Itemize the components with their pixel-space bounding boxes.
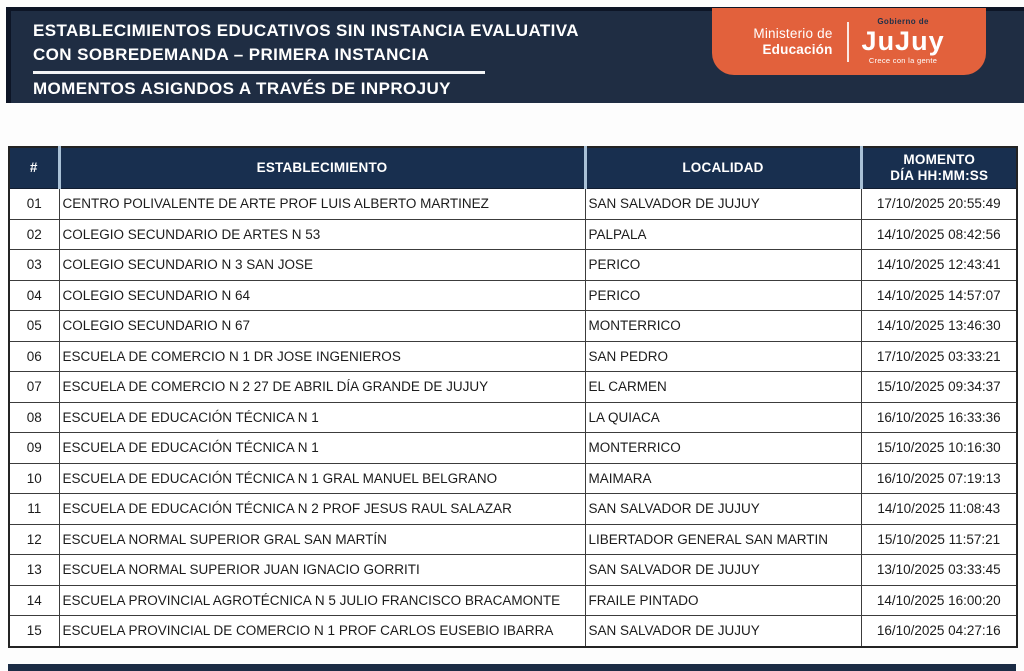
table-row (9, 585, 1017, 616)
table-row (9, 341, 1017, 372)
title-underline (33, 71, 485, 74)
cell-number: 01 (9, 189, 59, 220)
cell-number: 07 (9, 372, 59, 403)
ministry-line1: Ministerio de (753, 25, 833, 41)
cell-localidad: SAN SALVADOR DE JUJUY (585, 494, 861, 525)
cell-localidad: MONTERRICO (585, 433, 861, 464)
ministry-label (753, 26, 832, 58)
cell-localidad: SAN SALVADOR DE JUJUY (585, 555, 861, 586)
cell-momento: 16/10/2025 04:27:16 (861, 616, 1017, 647)
cell-establecimiento: ESCUELA PROVINCIAL DE COMERCIO N 1 PROF CARLOS EUSEBIO IBARRA (59, 616, 585, 647)
col-header-momento-line1: MOMENTO (903, 152, 976, 167)
page-subtitle: MOMENTOS ASIGNDOS A TRAVÉS DE INPROJUY (33, 78, 451, 98)
establishments-table (8, 146, 1018, 648)
col-header-establecimiento: ESTABLECIMIENTO (59, 147, 585, 189)
cell-localidad: MONTERRICO (585, 311, 861, 342)
table-row (9, 219, 1017, 250)
table-body (9, 189, 1017, 647)
cell-momento: 17/10/2025 03:33:21 (861, 341, 1017, 372)
table-row (9, 280, 1017, 311)
table-row (9, 616, 1017, 647)
cell-establecimiento: COLEGIO SECUNDARIO N 64 (59, 280, 585, 311)
cell-momento: 14/10/2025 13:46:30 (861, 311, 1017, 342)
page-title-line1: ESTABLECIMIENTOS EDUCATIVOS SIN INSTANCIA EVALUATIVA (33, 21, 579, 40)
cell-localidad: SAN SALVADOR DE JUJUY (585, 616, 861, 647)
cell-number: 06 (9, 341, 59, 372)
table-header-row (9, 147, 1017, 189)
cell-establecimiento: ESCUELA DE COMERCIO N 2 27 DE ABRIL DÍA GRANDE DE JUJUY (59, 372, 585, 403)
cell-number: 11 (9, 494, 59, 525)
table-row (9, 463, 1017, 494)
cell-momento: 13/10/2025 03:33:45 (861, 555, 1017, 586)
jujuy-logo-tagline: Crece con la gente (868, 56, 938, 66)
cell-localidad: EL CARMEN (585, 372, 861, 403)
cell-momento: 14/10/2025 08:42:56 (861, 219, 1017, 250)
cell-number: 10 (9, 463, 59, 494)
page-title-line2: CON SOBREDEMANDA – PRIMERA INSTANCIA (33, 45, 430, 64)
cell-momento: 17/10/2025 20:55:49 (861, 189, 1017, 220)
table-row (9, 250, 1017, 281)
cell-establecimiento: ESCUELA NORMAL SUPERIOR GRAL SAN MARTÍN (59, 524, 585, 555)
table-row (9, 402, 1017, 433)
cell-momento: 15/10/2025 11:57:21 (861, 524, 1017, 555)
col-header-localidad: LOCALIDAD (585, 147, 861, 189)
cell-momento: 14/10/2025 16:00:20 (861, 585, 1017, 616)
cell-establecimiento: COLEGIO SECUNDARIO N 3 SAN JOSE (59, 250, 585, 281)
col-header-momento-line2: DÍA HH:MM:SS (890, 168, 989, 183)
next-section-edge (8, 664, 1016, 671)
cell-number: 08 (9, 402, 59, 433)
cell-number: 09 (9, 433, 59, 464)
cell-momento: 14/10/2025 14:57:07 (861, 280, 1017, 311)
cell-momento: 14/10/2025 12:43:41 (861, 250, 1017, 281)
ministry-logo-plate (712, 8, 986, 75)
cell-establecimiento: CENTRO POLIVALENTE DE ARTE PROF LUIS ALBERTO MARTINEZ (59, 189, 585, 220)
cell-number: 04 (9, 280, 59, 311)
cell-localidad: LA QUIACA (585, 402, 861, 433)
table-row (9, 524, 1017, 555)
cell-establecimiento: ESCUELA DE EDUCACIÓN TÉCNICA N 1 (59, 402, 585, 433)
cell-establecimiento: ESCUELA DE COMERCIO N 1 DR JOSE INGENIEROS (59, 341, 585, 372)
cell-number: 15 (9, 616, 59, 647)
cell-localidad: MAIMARA (585, 463, 861, 494)
table-row (9, 494, 1017, 525)
cell-localidad: PALPALA (585, 219, 861, 250)
logo-divider (847, 22, 849, 62)
jujuy-logo-name: JuJuy (861, 26, 945, 57)
cell-localidad: PERICO (585, 250, 861, 281)
cell-number: 05 (9, 311, 59, 342)
cell-establecimiento: COLEGIO SECUNDARIO DE ARTES N 53 (59, 219, 585, 250)
table-row (9, 555, 1017, 586)
cell-localidad: SAN SALVADOR DE JUJUY (585, 189, 861, 220)
cell-establecimiento: ESCUELA DE EDUCACIÓN TÉCNICA N 2 PROF JESUS RAUL SALAZAR (59, 494, 585, 525)
cell-momento: 16/10/2025 16:33:36 (861, 402, 1017, 433)
cell-number: 03 (9, 250, 59, 281)
cell-establecimiento: COLEGIO SECUNDARIO N 67 (59, 311, 585, 342)
jujuy-logo (862, 18, 945, 65)
cell-localidad: PERICO (585, 280, 861, 311)
col-header-momento (861, 147, 1017, 189)
cell-establecimiento: ESCUELA DE EDUCACIÓN TÉCNICA N 1 GRAL MANUEL BELGRANO (59, 463, 585, 494)
cell-momento: 15/10/2025 10:16:30 (861, 433, 1017, 464)
cell-number: 13 (9, 555, 59, 586)
table-row (9, 433, 1017, 464)
col-header-num: # (9, 147, 59, 189)
table-row (9, 311, 1017, 342)
cell-number: 12 (9, 524, 59, 555)
cell-momento: 14/10/2025 11:08:43 (861, 494, 1017, 525)
cell-localidad: FRAILE PINTADO (585, 585, 861, 616)
cell-number: 02 (9, 219, 59, 250)
cell-localidad: LIBERTADOR GENERAL SAN MARTIN (585, 524, 861, 555)
cell-momento: 16/10/2025 07:19:13 (861, 463, 1017, 494)
jujuy-logo-top: Gobierno de (877, 17, 929, 27)
cell-number: 14 (9, 585, 59, 616)
establishments-table-wrap (8, 146, 1016, 648)
cell-establecimiento: ESCUELA DE EDUCACIÓN TÉCNICA N 1 (59, 433, 585, 464)
cell-establecimiento: ESCUELA NORMAL SUPERIOR JUAN IGNACIO GORRITI (59, 555, 585, 586)
ministry-line2: Educación (762, 41, 833, 57)
cell-establecimiento: ESCUELA PROVINCIAL AGROTÉCNICA N 5 JULIO FRANCISCO BRACAMONTE (59, 585, 585, 616)
table-row (9, 189, 1017, 220)
table-row (9, 372, 1017, 403)
cell-localidad: SAN PEDRO (585, 341, 861, 372)
cell-momento: 15/10/2025 09:34:37 (861, 372, 1017, 403)
